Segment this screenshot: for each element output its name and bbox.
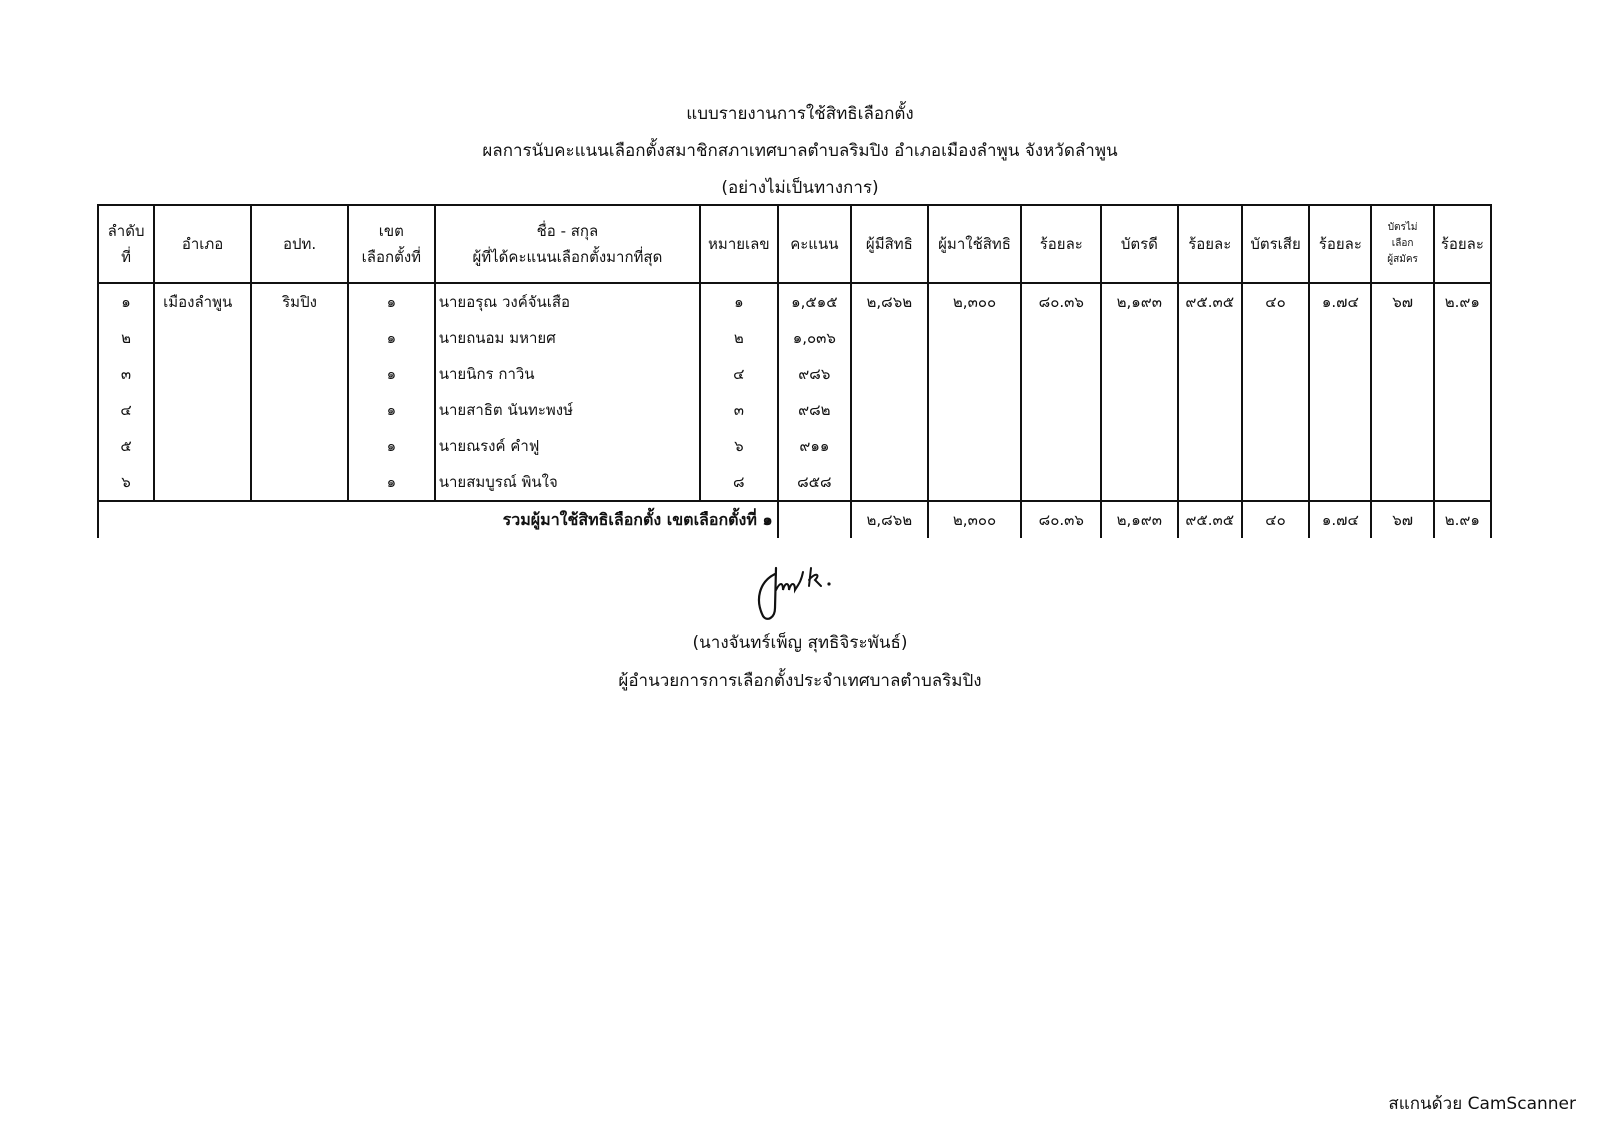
cell-no: ๑	[98, 283, 154, 320]
title-line-2: ผลการนับคะแนนเลือกตั้งสมาชิกสภาเทศบาลตำบลริมปิง อำเภอเมืองลำพูน จังหวัดลำพูน	[482, 141, 1118, 161]
cell-bad	[1242, 464, 1309, 501]
total-voters: ๒,๓๐๐	[928, 501, 1022, 538]
cell-score: ๑,๕๑๕	[778, 283, 851, 320]
cell-good	[1101, 428, 1178, 464]
cell-pct1	[1021, 320, 1101, 356]
header-name: ชื่อ - สกุล ผู้ที่ได้คะแนนเลือกตั้งมากที่สุด	[435, 205, 700, 283]
cell-pct3	[1309, 356, 1371, 392]
title-line-1: แบบรายงานการใช้สิทธิเลือกตั้ง	[686, 104, 914, 124]
header-pct4: ร้อยละ	[1434, 205, 1491, 283]
cell-voters	[928, 356, 1022, 392]
header-pct3: ร้อยละ	[1309, 205, 1371, 283]
table-row	[98, 356, 1491, 392]
header-number: หมายเลข	[700, 205, 778, 283]
header-district: อำเภอ	[154, 205, 251, 283]
cell-name: นายอรุณ วงค์จันเสือ	[435, 283, 700, 320]
cell-good: ๒,๑๙๓	[1101, 283, 1178, 320]
cell-pct3: ๑.๗๔	[1309, 283, 1371, 320]
cell-no: ๔	[98, 392, 154, 428]
cell-zone: ๑	[348, 392, 435, 428]
header-bad: บัตรเสีย	[1242, 205, 1309, 283]
cell-pct4	[1434, 428, 1491, 464]
cell-pct2	[1178, 464, 1242, 501]
table-row	[98, 283, 1491, 320]
cell-good	[1101, 464, 1178, 501]
cell-eligible	[851, 356, 928, 392]
cell-no: ๖	[98, 464, 154, 501]
cell-name: นายนิกร กาวิน	[435, 356, 700, 392]
total-pct3: ๑.๗๔	[1309, 501, 1371, 538]
cell-score: ๙๑๑	[778, 428, 851, 464]
cell-good	[1101, 392, 1178, 428]
header-eligible: ผู้มีสิทธิ	[851, 205, 928, 283]
cell-pct1	[1021, 428, 1101, 464]
table-row	[98, 428, 1491, 464]
cell-novote	[1371, 356, 1433, 392]
cell-pct2	[1178, 356, 1242, 392]
cell-district	[154, 392, 251, 428]
total-bad: ๔๐	[1242, 501, 1309, 538]
cell-lao	[251, 392, 348, 428]
cell-pct2	[1178, 392, 1242, 428]
cell-zone: ๑	[348, 320, 435, 356]
cell-bad: ๔๐	[1242, 283, 1309, 320]
cell-pct4	[1434, 356, 1491, 392]
cell-number: ๑	[700, 283, 778, 320]
cell-pct3	[1309, 320, 1371, 356]
cell-lao: ริมปิง	[251, 283, 348, 320]
title-line-3: (อย่างไม่เป็นทางการ)	[721, 178, 879, 198]
cell-eligible: ๒,๘๖๒	[851, 283, 928, 320]
cell-no: ๕	[98, 428, 154, 464]
cell-pct4	[1434, 392, 1491, 428]
cell-lao	[251, 464, 348, 501]
cell-eligible	[851, 320, 928, 356]
cell-number: ๓	[700, 392, 778, 428]
cell-score: ๘๕๘	[778, 464, 851, 501]
cell-district	[154, 356, 251, 392]
total-pct1: ๘๐.๓๖	[1021, 501, 1101, 538]
cell-score: ๙๘๖	[778, 356, 851, 392]
table-row	[98, 392, 1491, 428]
cell-voters: ๒,๓๐๐	[928, 283, 1022, 320]
cell-good	[1101, 356, 1178, 392]
cell-eligible	[851, 428, 928, 464]
cell-bad	[1242, 356, 1309, 392]
cell-novote	[1371, 464, 1433, 501]
cell-no: ๒	[98, 320, 154, 356]
cell-bad	[1242, 428, 1309, 464]
cell-pct3	[1309, 464, 1371, 501]
cell-name: นายสมบูรณ์ พินใจ	[435, 464, 700, 501]
table-row	[98, 320, 1491, 356]
total-novote: ๖๗	[1371, 501, 1433, 538]
header-pct2: ร้อยละ	[1178, 205, 1242, 283]
cell-voters	[928, 392, 1022, 428]
total-score	[778, 501, 851, 538]
header-score: คะแนน	[778, 205, 851, 283]
cell-name: นายถนอม มหายศ	[435, 320, 700, 356]
cell-name: นายสาธิต นันทะพงษ์	[435, 392, 700, 428]
results-table	[97, 204, 1492, 538]
total-eligible: ๒,๘๖๒	[851, 501, 928, 538]
header-no: ลำดับ ที่	[98, 205, 154, 283]
cell-novote	[1371, 320, 1433, 356]
cell-district	[154, 428, 251, 464]
cell-zone: ๑	[348, 356, 435, 392]
cell-zone: ๑	[348, 464, 435, 501]
cell-zone: ๑	[348, 428, 435, 464]
cell-score: ๙๘๒	[778, 392, 851, 428]
header-novote: บัตรไม่ เลือก ผู้สมัคร	[1371, 205, 1433, 283]
total-pct4: ๒.๙๑	[1434, 501, 1491, 538]
cell-novote	[1371, 428, 1433, 464]
cell-zone: ๑	[348, 283, 435, 320]
total-good: ๒,๑๙๓	[1101, 501, 1178, 538]
cell-good	[1101, 320, 1178, 356]
header-good: บัตรดี	[1101, 205, 1178, 283]
signer-name: (นางจันทร์เพ็ญ สุทธิจิระพันธ์)	[692, 633, 908, 653]
cell-voters	[928, 428, 1022, 464]
cell-voters	[928, 320, 1022, 356]
cell-number: ๔	[700, 356, 778, 392]
cell-pct1	[1021, 392, 1101, 428]
header-zone: เขต เลือกตั้งที่	[348, 205, 435, 283]
cell-pct3	[1309, 392, 1371, 428]
cell-district	[154, 320, 251, 356]
cell-pct4	[1434, 320, 1491, 356]
cell-number: ๘	[700, 464, 778, 501]
cell-lao	[251, 320, 348, 356]
cell-name: นายณรงค์ คำฟู	[435, 428, 700, 464]
header-pct1: ร้อยละ	[1021, 205, 1101, 283]
header-voters: ผู้มาใช้สิทธิ	[928, 205, 1022, 283]
cell-bad	[1242, 320, 1309, 356]
cell-district	[154, 464, 251, 501]
total-pct2: ๙๕.๓๕	[1178, 501, 1242, 538]
cell-pct1	[1021, 356, 1101, 392]
cell-score: ๑,๐๓๖	[778, 320, 851, 356]
signer-position: ผู้อำนวยการการเลือกตั้งประจำเทศบาลตำบลริมปิง	[618, 671, 982, 691]
handwritten-signature	[745, 560, 855, 624]
cell-novote: ๖๗	[1371, 283, 1433, 320]
cell-novote	[1371, 392, 1433, 428]
cell-pct4	[1434, 464, 1491, 501]
cell-eligible	[851, 392, 928, 428]
table-row	[98, 464, 1491, 501]
cell-district: เมืองลำพูน	[154, 283, 251, 320]
header-lao: อปท.	[251, 205, 348, 283]
cell-number: ๒	[700, 320, 778, 356]
cell-eligible	[851, 464, 928, 501]
cell-bad	[1242, 392, 1309, 428]
cell-pct4: ๒.๙๑	[1434, 283, 1491, 320]
cell-number: ๖	[700, 428, 778, 464]
cell-pct2	[1178, 320, 1242, 356]
signature-block	[0, 560, 1600, 700]
cell-pct1: ๘๐.๓๖	[1021, 283, 1101, 320]
total-row	[98, 501, 1491, 538]
total-label: รวมผู้มาใช้สิทธิเลือกตั้ง เขตเลือกตั้งที่ ๑	[98, 501, 778, 538]
cell-lao	[251, 428, 348, 464]
cell-lao	[251, 356, 348, 392]
cell-voters	[928, 464, 1022, 501]
cell-no: ๓	[98, 356, 154, 392]
header-row	[98, 205, 1491, 283]
scanner-watermark: สแกนด้วย CamScanner	[1388, 1094, 1576, 1114]
cell-pct2	[1178, 428, 1242, 464]
cell-pct2: ๙๕.๓๕	[1178, 283, 1242, 320]
cell-pct1	[1021, 464, 1101, 501]
report-title	[0, 96, 1600, 207]
cell-pct3	[1309, 428, 1371, 464]
